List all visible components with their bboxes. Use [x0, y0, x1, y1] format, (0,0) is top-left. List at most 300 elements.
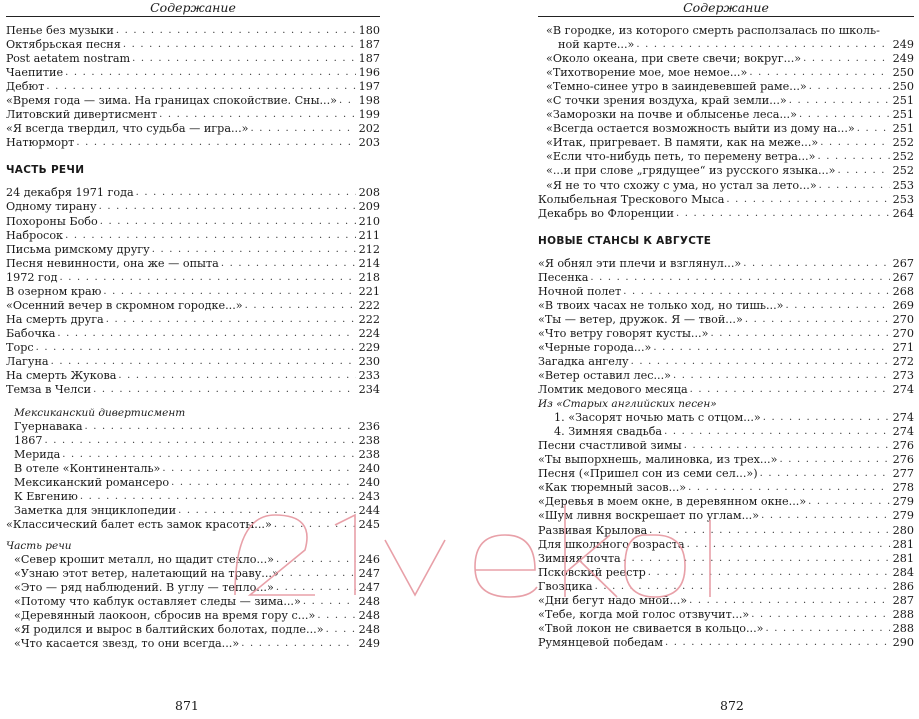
entry-page: 279	[892, 495, 914, 509]
toc-entry	[6, 38, 380, 52]
leader-dots	[85, 420, 356, 434]
toc-entry	[6, 257, 380, 271]
entry-title: Мерида	[14, 448, 61, 462]
toc-entry	[6, 383, 380, 397]
toc-entry	[6, 299, 380, 313]
entry-title: «Заморозки на почве и облысенье леса...»	[546, 108, 797, 122]
entry-title: На смерть друга	[6, 312, 104, 326]
entry-title: «Время года — зима. На границах спокойствие. Сны...»	[6, 94, 337, 108]
leader-dots	[799, 108, 890, 122]
toc-entry	[538, 313, 914, 327]
entry-page: 269	[892, 298, 914, 312]
leader-dots	[51, 355, 356, 369]
entry-title: 4. Зимняя свадьба	[554, 425, 663, 439]
entry-page: 246	[358, 552, 380, 566]
toc-entry	[14, 490, 380, 504]
entry-page: 218	[358, 270, 380, 284]
leader-dots	[118, 369, 356, 383]
entry-page: 180	[358, 24, 380, 37]
leader-dots	[664, 425, 890, 439]
toc-entry	[546, 136, 914, 150]
leader-dots	[116, 24, 356, 38]
entry-page: 272	[892, 354, 914, 368]
entry-title: «Деревянный лаокоон, сбросив на время гору с...»	[14, 608, 316, 622]
entry-title: «Ты выпорхнешь, малиновка, из трех...»	[538, 453, 778, 467]
entry-title: В отеле «Континенталь»	[14, 462, 161, 476]
toc-entry	[6, 200, 380, 214]
entry-title: «Черные города...»	[538, 340, 652, 354]
entry-title: «В городке, из которого смерть расползалась по школь-	[546, 24, 880, 37]
entry-title: «Как тюремный засов...»	[538, 481, 687, 495]
entry-page: 199	[358, 108, 380, 122]
entry-title: Письма римскому другу	[6, 242, 150, 256]
entry-title: «Осенний вечер в скромном городке...»	[6, 298, 243, 312]
toc-entry	[6, 341, 380, 355]
entry-title: Псковский реестр	[538, 565, 646, 579]
entry-title: «Я обнял эти плечи и взглянул...»	[538, 256, 742, 270]
leader-dots	[241, 637, 356, 651]
entry-title: «Дни бегут надо мной...»	[538, 593, 688, 607]
toc-entry	[538, 509, 914, 523]
entry-page: 240	[358, 476, 380, 490]
entry-title: «Деревья в моем окне, в деревянном окне...»	[538, 495, 807, 509]
entry-title: «Итак, пригревает. В памяти, как на меже...»	[546, 136, 819, 150]
toc-list	[538, 17, 914, 193]
leader-dots	[44, 434, 356, 448]
entry-page: 271	[892, 340, 914, 354]
leader-dots	[743, 257, 890, 271]
entry-title: Колыбельная Трескового Мыса	[538, 192, 725, 206]
toc-entry	[538, 439, 914, 453]
section-title: НОВЫЕ СТАНСЫ К АВГУСТЕ	[538, 234, 712, 247]
toc-entry	[14, 609, 380, 623]
leader-dots	[838, 164, 890, 178]
leader-dots	[819, 179, 890, 193]
toc-list	[6, 17, 380, 150]
toc-entry	[6, 369, 380, 383]
entry-page: 202	[358, 122, 380, 136]
entry-page: 203	[358, 136, 380, 150]
entry-title: «Я не то что схожу с ума, но устал за лето...»	[546, 178, 817, 192]
toc-entry	[546, 164, 914, 178]
entry-title: «С точки зрения воздуха, край земли...»	[546, 94, 787, 108]
leader-dots	[65, 66, 356, 80]
toc-list	[6, 518, 380, 532]
entry-title: Бабочка	[6, 326, 56, 340]
entry-page: 211	[358, 228, 380, 242]
toc-entry	[6, 355, 380, 369]
toc-entry	[14, 462, 380, 476]
toc-entry	[538, 566, 914, 580]
leader-dots	[761, 509, 890, 523]
leader-dots	[690, 383, 890, 397]
entry-page: 208	[358, 186, 380, 200]
toc-entry	[14, 448, 380, 462]
toc-entry	[538, 38, 914, 52]
entry-title: Песня («Пришел сон из семи сел...»)	[538, 467, 758, 481]
toc-entry	[546, 52, 914, 66]
leader-dots	[751, 608, 890, 622]
leader-dots	[303, 595, 356, 609]
entry-page: 281	[892, 537, 914, 551]
leader-dots	[749, 66, 890, 80]
entry-page: 277	[892, 467, 914, 481]
entry-title: Чаепитие	[6, 66, 64, 80]
leader-dots	[76, 136, 356, 150]
toc-entry	[6, 136, 380, 150]
entry-page: 230	[358, 354, 380, 368]
toc-entry	[6, 80, 380, 94]
leader-dots	[789, 94, 890, 108]
entry-page: 224	[358, 326, 380, 340]
leader-dots	[760, 467, 890, 481]
leader-dots	[763, 411, 890, 425]
leader-dots	[623, 285, 890, 299]
leader-dots	[99, 200, 356, 214]
leader-dots	[46, 80, 356, 94]
leader-dots	[803, 52, 890, 66]
leader-dots	[631, 355, 890, 369]
toc-entry	[6, 108, 380, 122]
leader-dots	[136, 186, 356, 200]
toc-list	[538, 257, 914, 397]
entry-page: 276	[892, 453, 914, 467]
toc-entry	[538, 636, 914, 650]
leader-dots	[809, 80, 890, 94]
entry-page: 212	[358, 242, 380, 256]
toc-list	[538, 193, 914, 221]
entry-title: Песни счастливой зимы	[538, 439, 682, 453]
leader-dots	[123, 38, 356, 52]
entry-title: Ломтик медового месяца	[538, 383, 688, 397]
entry-page: 247	[358, 566, 380, 580]
toc-entry	[6, 327, 380, 341]
entry-page: 234	[358, 383, 380, 397]
entry-page: 222	[358, 312, 380, 326]
entry-page: 288	[892, 621, 914, 635]
entry-page: 286	[892, 579, 914, 593]
toc-entry	[538, 524, 914, 538]
toc-entry	[538, 355, 914, 369]
toc-entry	[538, 24, 914, 38]
leader-dots	[245, 299, 356, 313]
toc-entry	[538, 285, 914, 299]
entry-page: 240	[358, 462, 380, 476]
entry-page: 267	[892, 270, 914, 284]
leader-dots	[726, 193, 890, 207]
entry-title: «Я всегда твердил, что судьба — игра...»	[6, 122, 249, 136]
entry-page: 238	[358, 434, 380, 448]
entry-title: Похороны Бобо	[6, 214, 98, 228]
entry-page: 288	[892, 607, 914, 621]
leader-dots	[649, 524, 890, 538]
toc-entry	[538, 369, 914, 383]
leader-dots	[765, 622, 890, 636]
entry-page: 264	[892, 206, 914, 220]
toc-entry	[538, 481, 914, 495]
toc-entry	[546, 94, 914, 108]
entry-page: 280	[892, 523, 914, 537]
leader-dots	[665, 636, 890, 650]
toc-entry	[6, 229, 380, 243]
entry-title: Пенье без музыки	[6, 24, 114, 37]
toc-entry	[538, 299, 914, 313]
entry-page: 247	[358, 580, 380, 594]
entry-title: «Узнаю этот ветер, налетающий на траву...»	[14, 566, 279, 580]
entry-page: 210	[358, 214, 380, 228]
toc-entry	[14, 567, 380, 581]
leader-dots	[688, 481, 890, 495]
toc-list	[6, 420, 380, 518]
toc-entry	[538, 453, 914, 467]
entry-title: Развивая Крылова	[538, 523, 648, 537]
toc-entry	[546, 179, 914, 193]
leader-dots	[276, 581, 356, 595]
toc-entry	[546, 80, 914, 94]
leader-dots	[80, 490, 356, 504]
entry-title: На смерть Жукова	[6, 369, 117, 383]
entry-page: 250	[892, 80, 914, 94]
toc-entry	[546, 150, 914, 164]
entry-page: 278	[892, 481, 914, 495]
toc-entry	[6, 271, 380, 285]
entry-title: «Около океана, при свете свечи; вокруг...»	[546, 52, 802, 66]
toc-entry	[14, 434, 380, 448]
toc-entry	[546, 122, 914, 136]
toc-entry	[6, 215, 380, 229]
toc-entry	[14, 581, 380, 595]
entry-page: 279	[892, 509, 914, 523]
entry-page: 249	[892, 52, 914, 66]
toc-entry	[538, 341, 914, 355]
section-title: ЧАСТЬ РЕЧИ	[6, 164, 85, 177]
toc-entry	[538, 538, 914, 552]
entry-page: 197	[358, 80, 380, 94]
toc-entry	[6, 285, 380, 299]
entry-title: Зимняя почта	[538, 551, 621, 565]
toc-list	[538, 439, 914, 650]
leader-dots	[595, 580, 890, 594]
entry-title: «...и при слове „грядущее“ из русского языка...»	[546, 164, 836, 178]
entry-title: Набросок	[6, 228, 64, 242]
toc-entry	[14, 504, 380, 518]
toc-entry	[6, 186, 380, 200]
leader-dots	[159, 108, 356, 122]
page-number: 871	[175, 698, 199, 713]
entry-title: «Шум ливня воскрешает по углам...»	[538, 509, 760, 523]
entry-title: ной карте...»	[558, 38, 635, 52]
entry-title: Румянцевой победам	[538, 635, 663, 649]
toc-entry	[6, 94, 380, 108]
entry-title: Заметка для энциклопедии	[14, 504, 177, 518]
leader-dots	[317, 609, 356, 623]
entry-title: «Север крошит металл, но щадит стекло...»	[14, 552, 274, 566]
toc-list	[6, 186, 380, 397]
entry-title: «Тихотворение мое, мое немое...»	[546, 66, 748, 80]
running-head: Содержание	[6, 0, 380, 17]
entry-page: 250	[892, 66, 914, 80]
entry-page: 249	[892, 38, 914, 52]
leader-dots	[590, 271, 890, 285]
entry-title: «Ты — ветер, дружок. Я — твой...»	[538, 312, 743, 326]
toc-entry	[14, 623, 380, 637]
entry-title: Гвоздика	[538, 579, 593, 593]
entry-page: 270	[892, 326, 914, 340]
leader-dots	[653, 341, 890, 355]
toc-entry	[538, 383, 914, 397]
leader-dots	[808, 495, 890, 509]
entry-title: «Тебе, когда мой голос отзвучит...»	[538, 607, 750, 621]
entry-title: Песенка	[538, 270, 589, 284]
leader-dots	[171, 476, 356, 490]
leader-dots	[817, 150, 890, 164]
entry-page: 267	[892, 256, 914, 270]
leader-dots	[103, 285, 356, 299]
toc-entry	[6, 518, 380, 532]
entry-title: «Классический балет есть замок красоты...»	[6, 518, 272, 532]
cycle-heading: Часть речи	[6, 539, 72, 552]
entry-title: «Твой локон не свивается в кольцо...»	[538, 621, 764, 635]
toc-entry	[554, 425, 914, 439]
entry-title: «Это — ряд наблюдений. В углу — тепло...»	[14, 580, 274, 594]
entry-page: 251	[892, 122, 914, 136]
entry-page: 233	[358, 369, 380, 383]
entry-page: 252	[892, 136, 914, 150]
leader-dots	[689, 594, 890, 608]
toc-entry	[538, 495, 914, 509]
entry-title: 1867	[14, 434, 43, 448]
entry-title: Литовский дивертисмент	[6, 108, 158, 122]
leader-dots	[857, 122, 890, 136]
leader-dots	[326, 623, 356, 637]
toc-list	[6, 553, 380, 651]
entry-title: 1972 год	[6, 270, 58, 284]
entry-page: 214	[358, 256, 380, 270]
entry-page: 273	[892, 369, 914, 383]
toc-entry	[538, 622, 914, 636]
entry-page: 268	[892, 284, 914, 298]
leader-dots	[673, 369, 890, 383]
entry-page: 236	[358, 420, 380, 434]
entry-page: 290	[892, 635, 914, 649]
toc-entry	[546, 66, 914, 80]
leader-dots	[339, 94, 356, 108]
entry-title: Декабрь во Флоренции	[538, 206, 674, 220]
leader-dots	[178, 504, 356, 518]
entry-title: «В твоих часах не только ход, но тишь...»	[538, 298, 784, 312]
toc-entry	[6, 313, 380, 327]
toc-entry	[538, 193, 914, 207]
leader-dots	[65, 229, 356, 243]
leader-dots	[36, 341, 356, 355]
running-head: Содержание	[538, 0, 914, 17]
toc-entry	[538, 608, 914, 622]
toc-entry	[538, 594, 914, 608]
entry-page: 274	[892, 425, 914, 439]
entry-title: Одному тирану	[6, 200, 97, 214]
entry-title: 24 декабря 1971 года	[6, 186, 134, 200]
entry-page: 248	[358, 594, 380, 608]
entry-page: 253	[892, 192, 914, 206]
entry-page: 209	[358, 200, 380, 214]
entry-title: Мексиканский романсеро	[14, 476, 170, 490]
entry-page: 252	[892, 150, 914, 164]
leader-dots	[60, 271, 356, 285]
toc-entry	[6, 52, 380, 66]
leader-dots	[684, 439, 890, 453]
toc-entry	[14, 637, 380, 651]
entry-page: 248	[358, 622, 380, 636]
toc-entry	[6, 24, 380, 38]
toc-entry	[14, 595, 380, 609]
entry-page: 253	[892, 178, 914, 192]
leader-dots	[648, 566, 890, 580]
page-number: 872	[720, 698, 744, 713]
leader-dots	[281, 567, 356, 581]
left-page	[6, 0, 380, 651]
entry-title: Гуернавака	[14, 420, 83, 434]
toc-entry	[538, 271, 914, 285]
toc-entry	[14, 420, 380, 434]
entry-title: В озерном краю	[6, 284, 102, 298]
toc-entry	[554, 411, 914, 425]
entry-page: 187	[358, 38, 380, 52]
leader-dots	[786, 299, 890, 313]
leader-dots	[820, 136, 890, 150]
entry-page: 287	[892, 593, 914, 607]
entry-title: Темза в Челси	[6, 383, 92, 397]
toc-entry	[538, 467, 914, 481]
leader-dots	[221, 257, 356, 271]
toc-entry	[6, 122, 380, 136]
entry-title: «Всегда остается возможность выйти из дому на...»	[546, 122, 855, 136]
leader-dots	[276, 553, 356, 567]
toc-entry	[6, 66, 380, 80]
entry-page: 196	[358, 66, 380, 80]
entry-title: Октябрьская песня	[6, 38, 121, 52]
leader-dots	[106, 313, 356, 327]
entry-title: Загадка ангелу	[538, 354, 629, 368]
entry-page: 238	[358, 448, 380, 462]
entry-title: 1. «Засорят ночью мать с отцом...»	[554, 411, 761, 425]
leader-dots	[745, 313, 890, 327]
toc-list	[538, 411, 914, 439]
leader-dots	[251, 122, 356, 136]
right-page	[538, 0, 914, 650]
leader-dots	[623, 552, 890, 566]
entry-title: «Если что-нибудь петь, то перемену ветра...»	[546, 150, 816, 164]
entry-page: 229	[358, 340, 380, 354]
entry-title: «Я родился и вырос в балтийских болотах, подле...»	[14, 622, 324, 636]
leader-dots	[132, 52, 356, 66]
entry-page: 276	[892, 439, 914, 453]
entry-page: 198	[358, 94, 380, 108]
entry-page: 249	[358, 636, 380, 650]
leader-dots	[152, 243, 356, 257]
entry-page: 222	[358, 298, 380, 312]
entry-title: Торс	[6, 340, 34, 354]
entry-title: Post aetatem nostram	[6, 52, 131, 66]
leader-dots	[100, 215, 356, 229]
entry-title: «Ветер оставил лес...»	[538, 369, 671, 383]
toc-entry	[6, 243, 380, 257]
entry-title: Лагуна	[6, 354, 49, 368]
entry-page: 274	[892, 383, 914, 397]
entry-page: 244	[358, 504, 380, 518]
toc-entry	[538, 257, 914, 271]
toc-entry	[14, 476, 380, 490]
toc-entry	[538, 327, 914, 341]
